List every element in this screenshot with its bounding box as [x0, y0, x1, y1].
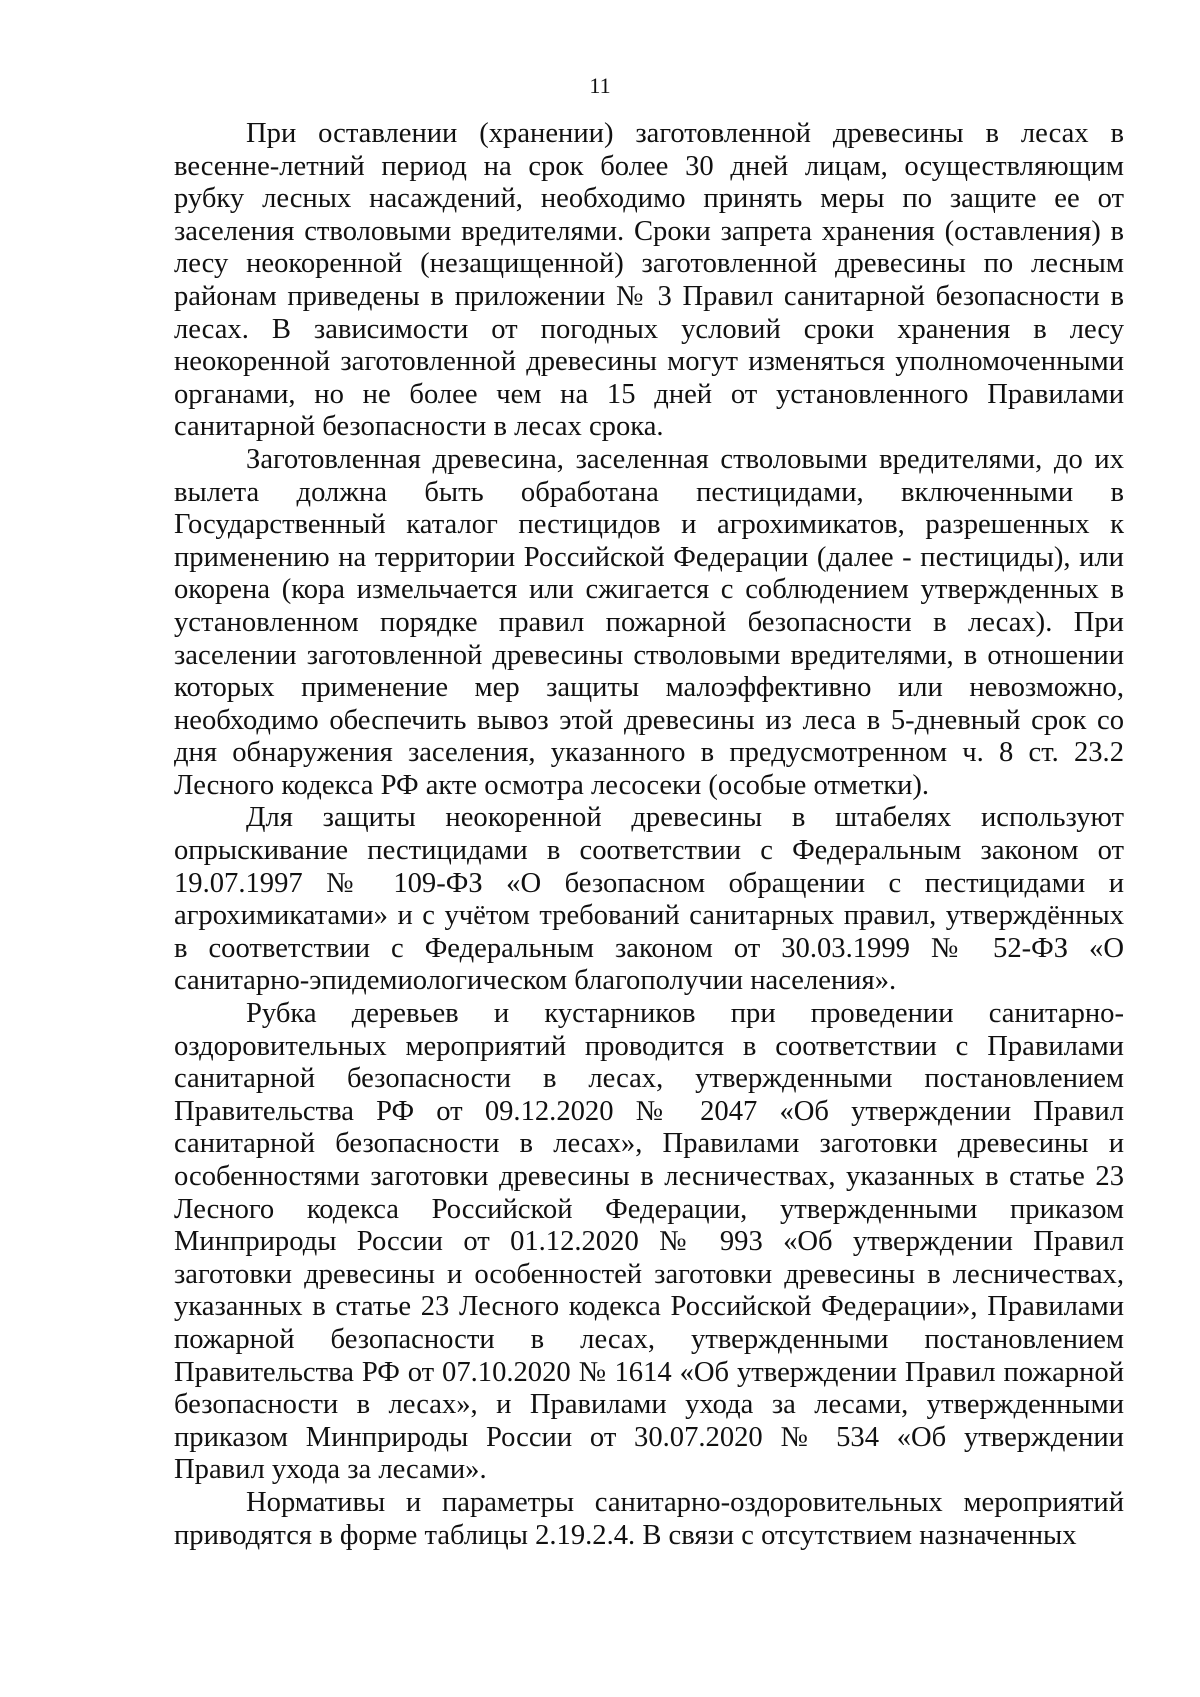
paragraph-storage-of-timber: При оставлении (хранении) заготовленной древесины в лесах в весенне-летний период на срок более 30 дней лицам, осуществляющим рубку лесных насаждений, необходимо принять меры по защите ее от заселения стволовыми вредителями. Сроки запрета хранения (оставления) в лесу неокоренной (незащищенной) заготовленной древесины по лесным районам приведены в приложении № 3 Правил санитарной безопасности в лесах. В зависимости от погодных условий сроки хранения в лесу неокоренной заготовленной древесины могут изменяться уполномоченными органами, но не более чем на 15 дней от установленного Правилами санитарной безопасности в лесах срока. [174, 118, 1124, 443]
page-number: 11 [589, 73, 611, 98]
paragraph-infested-timber-treatment: Заготовленная древесина, заселенная стволовыми вредителями, до их вылета должна быть обработана пестицидами, включенными в Государственный каталог пестицидов и агрохимикатов, разрешенных к применению на территории Российской Федерации (далее - пестициды), или окорена (кора измельчается или сжигается с соблюдением утвержденных в установленном порядке правил пожарной безопасности в лесах). При заселении заготовленной древесины стволовыми вредителями, в отношении которых применение мер защиты малоэффективно или невозможно, необходимо обеспечить вывоз этой древесины из леса в 5-дневный срок со дня обнаружения заселения, указанного в предусмотренном ч. 8 ст. 23.2 Лесного кодекса РФ акте осмотра лесосеки (особые отметки). [174, 443, 1124, 801]
paragraph-pesticide-spraying: Для защиты неокоренной древесины в штабелях используют опрыскивание пестицидами в соответствии с Федеральным законом от 19.07.1997 № 109-ФЗ «О безопасном обращении с пестицидами и агрохимикатами» и с учётом требований санитарных правил, утверждённых в соответствии с Федеральным законом от 30.03.1999 № 52-ФЗ «О санитарно-эпидемиологическом благополучии населения». [174, 802, 1124, 997]
paragraph-norms-and-parameters: Нормативы и параметры санитарно-оздоровительных мероприятий приводятся в форме таблицы 2.19.2.4. В связи с отсутствием назначенных [174, 1486, 1124, 1551]
body-text [174, 118, 1124, 1552]
paragraph-sanitary-felling-rules: Рубка деревьев и кустарников при проведении санитарно-оздоровительных мероприятий проводится в соответствии с Правилами санитарной безопасности в лесах, утвержденными постановлением Правительства РФ от 09.12.2020 № 2047 «Об утверждении Правил санитарной безопасности в лесах», Правилами заготовки древесины и особенностями заготовки древесины в лесничествах, указанных в статье 23 Лесного кодекса Российской Федерации, утвержденными приказом Минприроды России от 01.12.2020 № 993 «Об утверждении Правил заготовки древесины и особенностей заготовки древесины в лесничествах, указанных в статье 23 Лесного кодекса Российской Федерации», Правилами пожарной безопасности в лесах, утвержденными постановлением Правительства РФ от 07.10.2020 № 1614 «Об утверждении Правил пожарной безопасности в лесах», и Правилами ухода за лесами, утвержденными приказом Минприроды России от 30.07.2020 № 534 «Об утверждении Правил ухода за лесами». [174, 998, 1124, 1486]
